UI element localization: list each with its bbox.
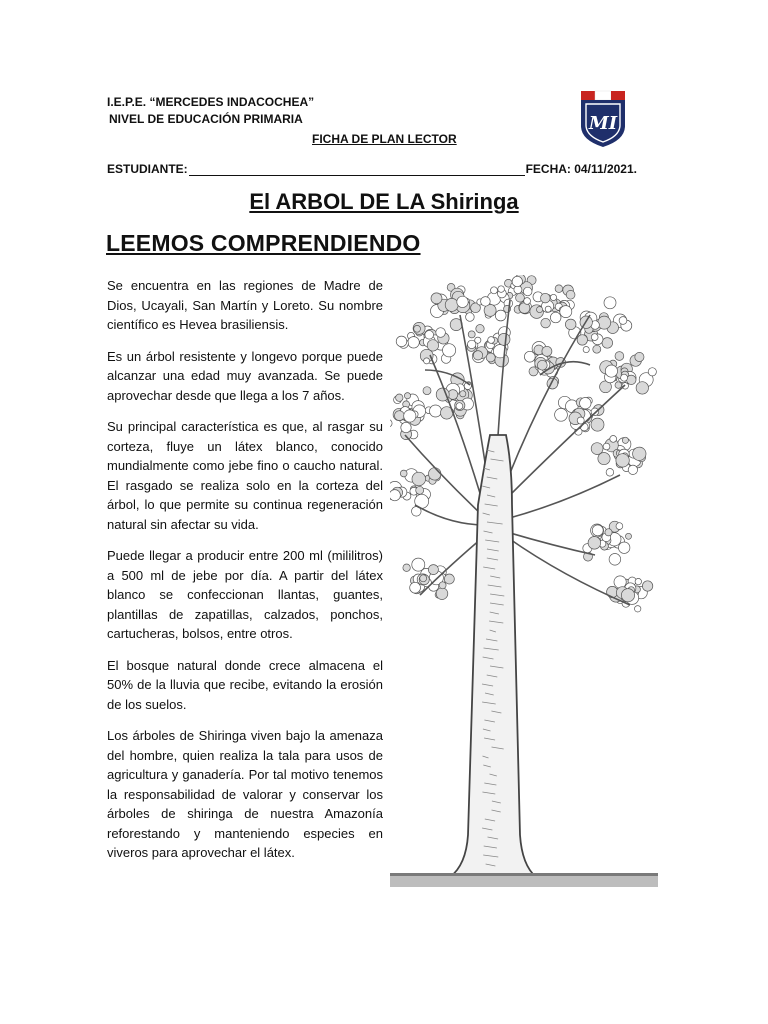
paragraph: Su principal característica es que, al rasgar su corteza, fluye un látex blanco, conocido mundialmente como jebe fino o caucho natural. El rasgado se realiza solo en la corteza del árbol, lo que permite su continua regeneración natural sin afectar su vida. (107, 419, 383, 532)
leaf-cluster (615, 382, 622, 389)
leaf-cluster (424, 358, 430, 364)
leaf-cluster (404, 410, 416, 422)
page-title: El ARBOL DE LA Shiringa (249, 189, 519, 214)
leaf-cluster (621, 374, 628, 381)
leaf-cluster (408, 337, 419, 348)
ground-line (390, 873, 658, 876)
leaf-cluster (614, 576, 626, 588)
leaf-cluster (591, 334, 598, 341)
leaf-cluster (445, 298, 458, 311)
leaf-cluster (429, 468, 441, 480)
leaf-cluster (577, 335, 587, 345)
student-label: ESTUDIANTE: (107, 162, 188, 176)
leaf-cluster (628, 465, 637, 474)
leaf-cluster (436, 588, 448, 600)
leaf-cluster (633, 447, 646, 460)
logo-monogram: MI (588, 113, 618, 134)
education-level: NIVEL DE EDUCACIÓN PRIMARIA (109, 112, 303, 126)
leaf-cluster (580, 398, 591, 409)
paragraph: Puede llegar a producir entre 200 ml (mililitros) a 500 ml de jebe por día. A partir del látex blanco se confeccionan llantas, guantes, plantillas de zapatillas, calzados, ponchos, cartucheras, bolsos, entre otros. (107, 548, 383, 641)
leaf-cluster (598, 316, 611, 329)
leaf-cluster (550, 312, 561, 323)
paragraph: Se encuentra en las regiones de Madre de Dios, Ucayali, San Martín y Loreto. Su nombre científico es Hevea brasiliensis. (107, 278, 383, 332)
shiringa-tree-illustration (390, 275, 662, 890)
leaf-cluster (542, 346, 552, 356)
leaf-cluster (427, 340, 438, 351)
leaf-cluster (390, 420, 392, 427)
leaf-cluster (598, 453, 610, 465)
leaf-cluster (423, 387, 431, 395)
leaf-cluster (636, 382, 648, 394)
leaf-cluster (626, 533, 632, 539)
leaf-cluster (481, 297, 491, 307)
leaf-cluster (416, 486, 424, 494)
paragraph: Es un árbol resistente y longevo porque puede alcanzar una edad muy avanzada. Se puede aprovechar desde que llega a los 7 años. (107, 348, 383, 403)
ground-strip (390, 875, 658, 887)
leaf-cluster (583, 347, 589, 353)
leaf-cluster (605, 365, 617, 377)
leaf-cluster (420, 575, 427, 582)
leaf-cluster (468, 340, 476, 348)
leaf-cluster (401, 422, 411, 432)
leaf-cluster (456, 403, 463, 410)
leaf-cluster (606, 469, 614, 477)
leaf-cluster (604, 297, 616, 309)
leaf-cluster (635, 578, 641, 584)
leaf-cluster (635, 606, 641, 612)
leaf-cluster (605, 529, 612, 536)
leaf-cluster (403, 564, 410, 571)
school-crest-logo (578, 90, 628, 148)
leaf-cluster (593, 345, 601, 353)
leaf-cluster (622, 437, 628, 443)
leaf-cluster (588, 537, 601, 550)
leaf-cluster (545, 306, 551, 312)
leaf-cluster (430, 405, 442, 417)
leaf-cluster (473, 351, 482, 360)
leaf-cluster (603, 443, 610, 450)
leaf-cluster (488, 337, 495, 344)
leaf-cluster (524, 298, 531, 305)
leaf-cluster (396, 336, 407, 347)
leaf-cluster (425, 331, 434, 340)
school-name: I.E.P.E. “MERCEDES INDACOCHEA” (107, 95, 315, 109)
leaf-cluster (491, 287, 498, 294)
leaf-cluster (566, 290, 575, 299)
leaf-cluster (404, 393, 410, 399)
leaf-cluster (560, 306, 572, 318)
leaf-cluster (550, 294, 556, 300)
leaf-cluster (537, 360, 547, 370)
leaf-cluster (541, 293, 551, 303)
student-date-line (107, 162, 637, 176)
leaf-cluster (592, 525, 603, 536)
leaf-cluster (619, 542, 630, 553)
leaf-cluster (512, 276, 522, 286)
leaf-cluster (400, 470, 407, 477)
leaf-cluster (602, 338, 613, 349)
leaf-cluster (436, 328, 446, 338)
leaf-cluster (457, 296, 468, 307)
leaf-cluster (498, 333, 510, 345)
leaf-cluster (476, 325, 484, 333)
leaf-cluster (412, 472, 426, 486)
leaf-cluster (390, 490, 400, 501)
leaf-cluster (439, 582, 446, 589)
leaf-cluster (443, 344, 456, 357)
leaf-cluster (523, 287, 532, 296)
leaf-cluster (498, 286, 505, 293)
leaf-cluster (616, 523, 623, 530)
leaf-cluster (431, 293, 442, 304)
section-subtitle: LEEMOS COMPRENDIENDO (106, 230, 421, 256)
leaf-cluster (444, 574, 454, 584)
student-name-blank[interactable] (189, 163, 525, 176)
leaf-cluster (555, 285, 563, 293)
leaf-cluster (577, 417, 584, 424)
leaf-cluster (537, 307, 543, 313)
leaf-cluster (591, 443, 603, 455)
paragraph: Los árboles de Shiringa viven bajo la amenaza del hombre, quien realiza la tala para usos de agricultura y ganadería. Por tal motivo tenemos la responsabilidad de valorar y conservar los árboles de shiringa de nuestra Amazonía reforestando y manteniendo especies en viveros para aprovechar el látex. (107, 728, 383, 860)
leaf-cluster (555, 408, 568, 421)
leaf-cluster (619, 317, 627, 325)
leaf-cluster (627, 375, 636, 384)
leaf-cluster (414, 325, 421, 332)
leaf-cluster (615, 352, 624, 361)
date-label: FECHA: 04/11/2021. (525, 162, 637, 176)
leaf-cluster (642, 581, 652, 591)
leaf-cluster (468, 331, 475, 338)
paragraph: El bosque natural donde crece almacena el 50% de la lluvia que recibe, evitando la erosión de los suelos. (107, 657, 383, 712)
reading-text (107, 276, 383, 875)
leaf-cluster (466, 313, 475, 322)
document-type: FICHA DE PLAN LECTOR (312, 132, 457, 146)
leaf-cluster (565, 319, 576, 330)
leaf-cluster (648, 368, 656, 376)
leaf-cluster (616, 454, 629, 467)
leaf-cluster (412, 558, 425, 571)
leaf-cluster (395, 411, 405, 421)
leaf-cluster (460, 391, 466, 397)
leaf-cluster (591, 418, 604, 431)
leaf-cluster (428, 565, 438, 575)
leaf-cluster (635, 352, 644, 361)
leaf-cluster (541, 318, 551, 328)
leaf-cluster (516, 293, 525, 302)
leaf-cluster (396, 394, 403, 401)
leaf-cluster (621, 589, 634, 602)
leaf-cluster (410, 582, 421, 593)
leaf-cluster (610, 436, 617, 443)
leaf-cluster (609, 554, 621, 566)
